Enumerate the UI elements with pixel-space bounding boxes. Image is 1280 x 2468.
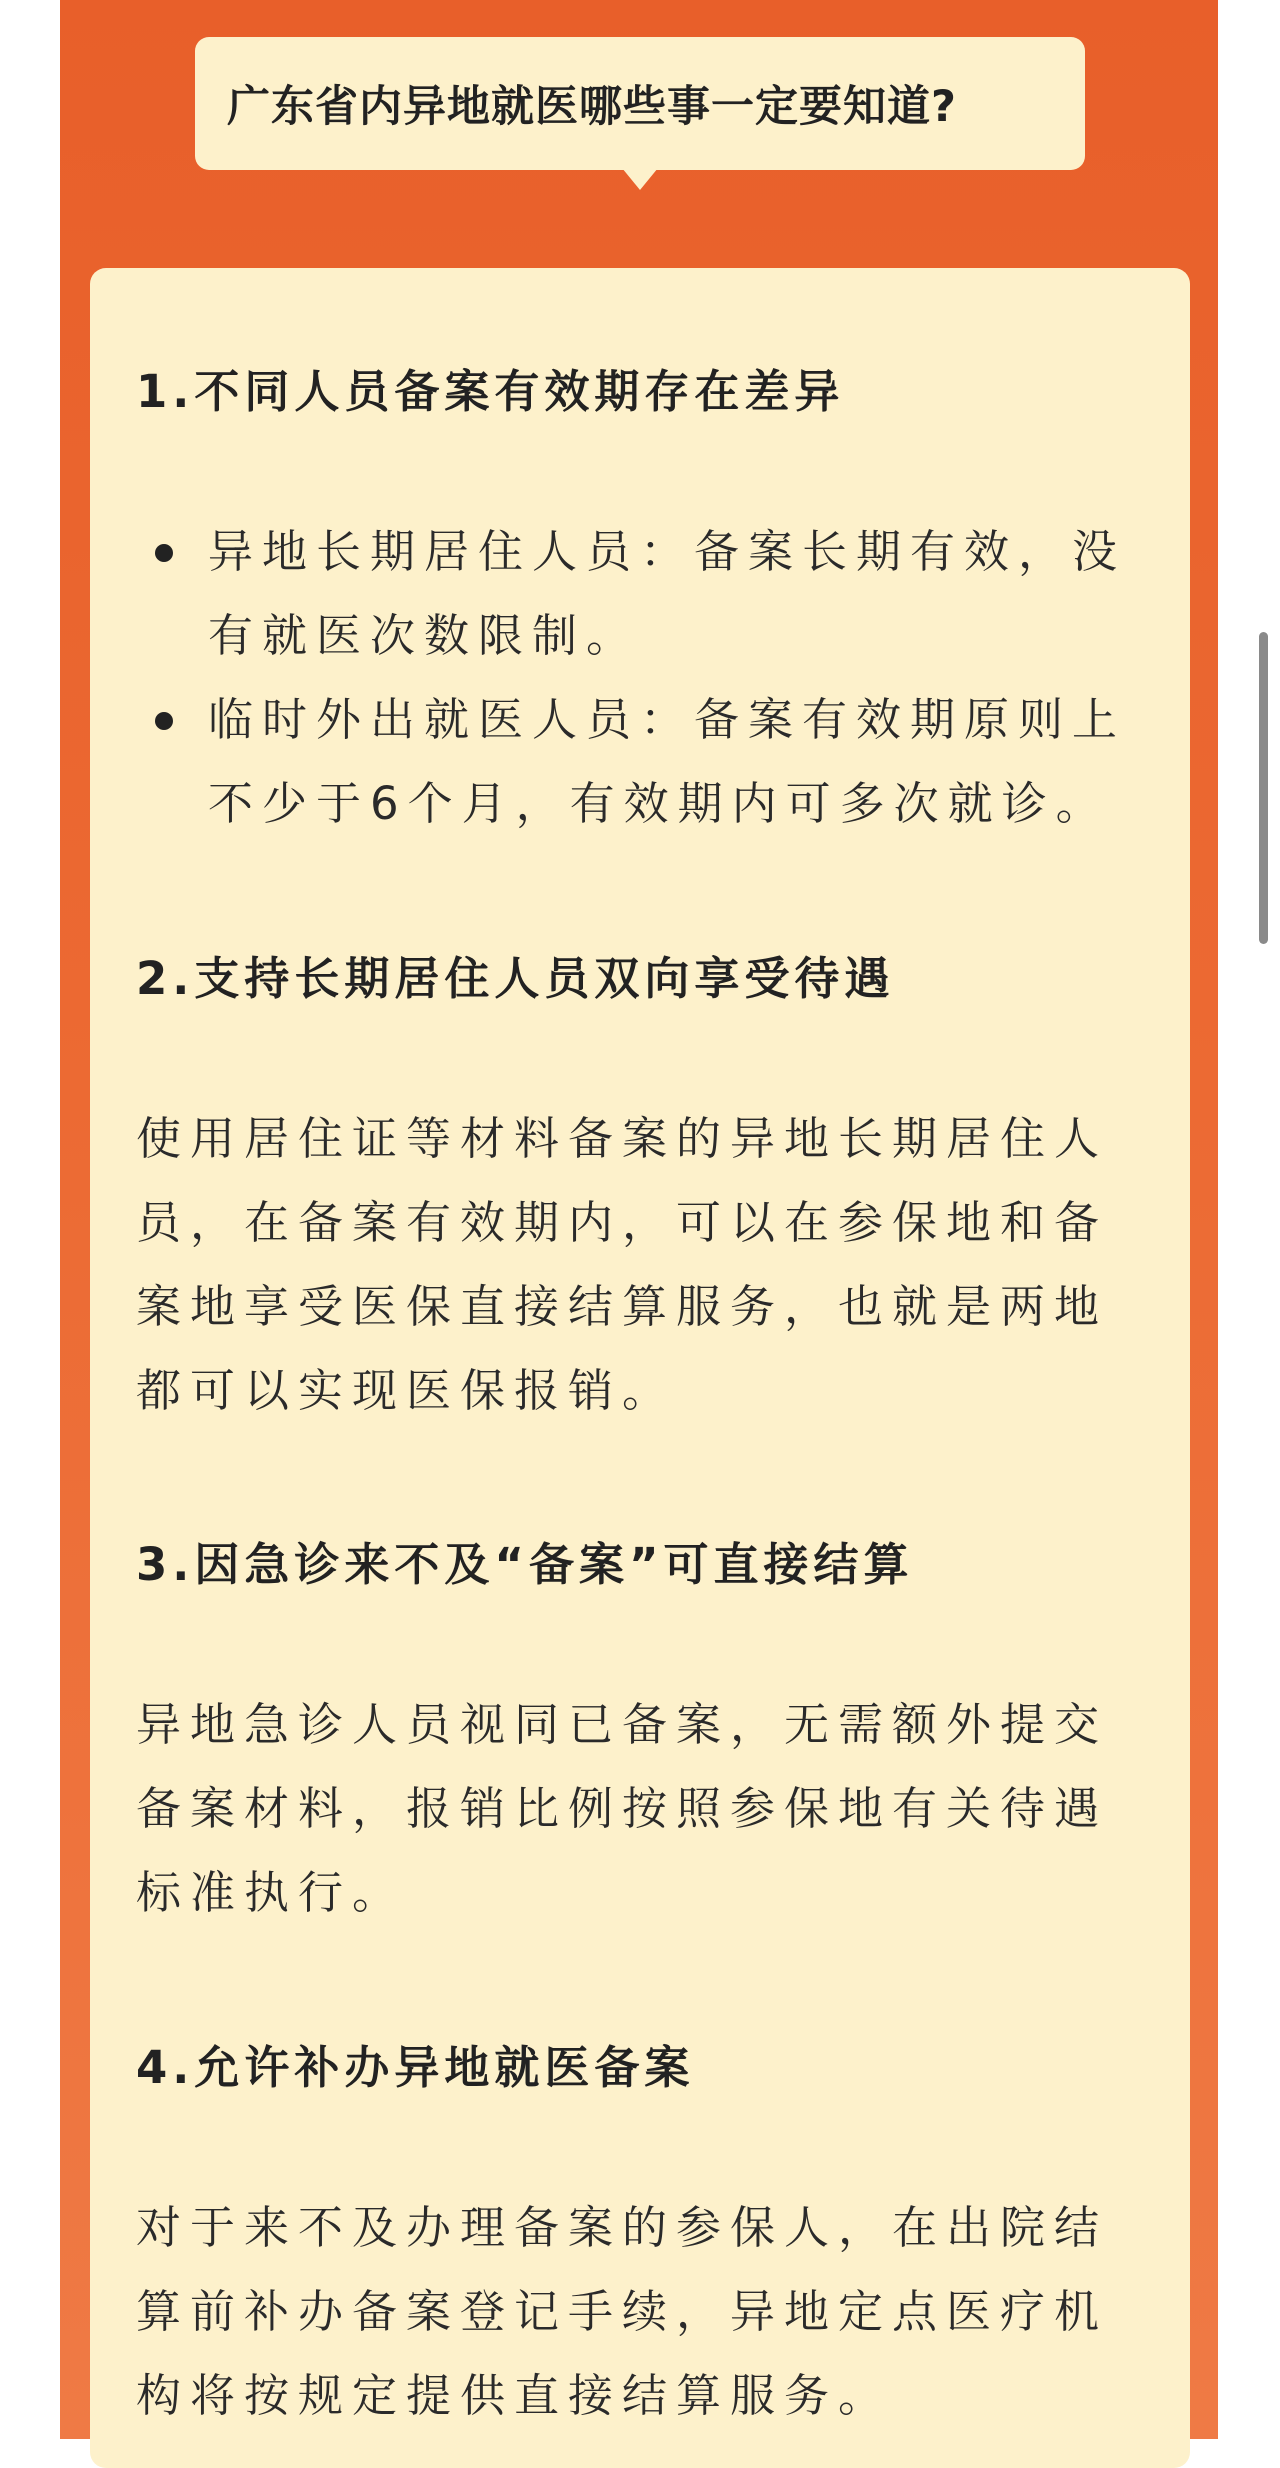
bubble-tail: [622, 168, 658, 190]
section-3-heading: 3.因急诊来不及“备案”可直接结算: [136, 1538, 914, 1591]
title-bubble: [195, 37, 1085, 170]
section-1-heading: 1.不同人员备案有效期存在差异: [136, 365, 845, 418]
bullet-item-long-term: [136, 510, 1146, 678]
section-3-body: 异地急诊人员视同已备案，无需额外提交备案材料，报销比例按照参保地有关待遇标准执行。: [136, 1698, 1109, 1919]
section-2-body: 使用居住证等材料备案的异地长期居住人员，在备案有效期内，可以在参保地和备案地享受医保直接结算服务，也就是两地都可以实现医保报销。: [136, 1112, 1109, 1417]
bullet-text: 临时外出就医人员：备案有效期原则上不少于6个月，有效期内可多次就诊。: [208, 693, 1127, 830]
scrollbar-thumb[interactable]: [1259, 632, 1268, 944]
bullet-dot-icon: [155, 712, 173, 730]
section-2-heading: 2.支持长期居住人员双向享受待遇: [136, 952, 895, 1005]
bullet-text: 异地长期居住人员：备案长期有效，没有就医次数限制。: [208, 525, 1127, 662]
bullet-item-temporary: [136, 678, 1146, 846]
bullet-dot-icon: [155, 544, 173, 562]
section-4-body: 对于来不及办理备案的参保人，在出院结算前补办备案登记手续，异地定点医疗机构将按规定提供直接结算服务。: [136, 2201, 1109, 2422]
section-4-heading: 4.允许补办异地就医备案: [136, 2041, 695, 2094]
page-title: 广东省内异地就医哪些事一定要知道?: [227, 82, 957, 132]
